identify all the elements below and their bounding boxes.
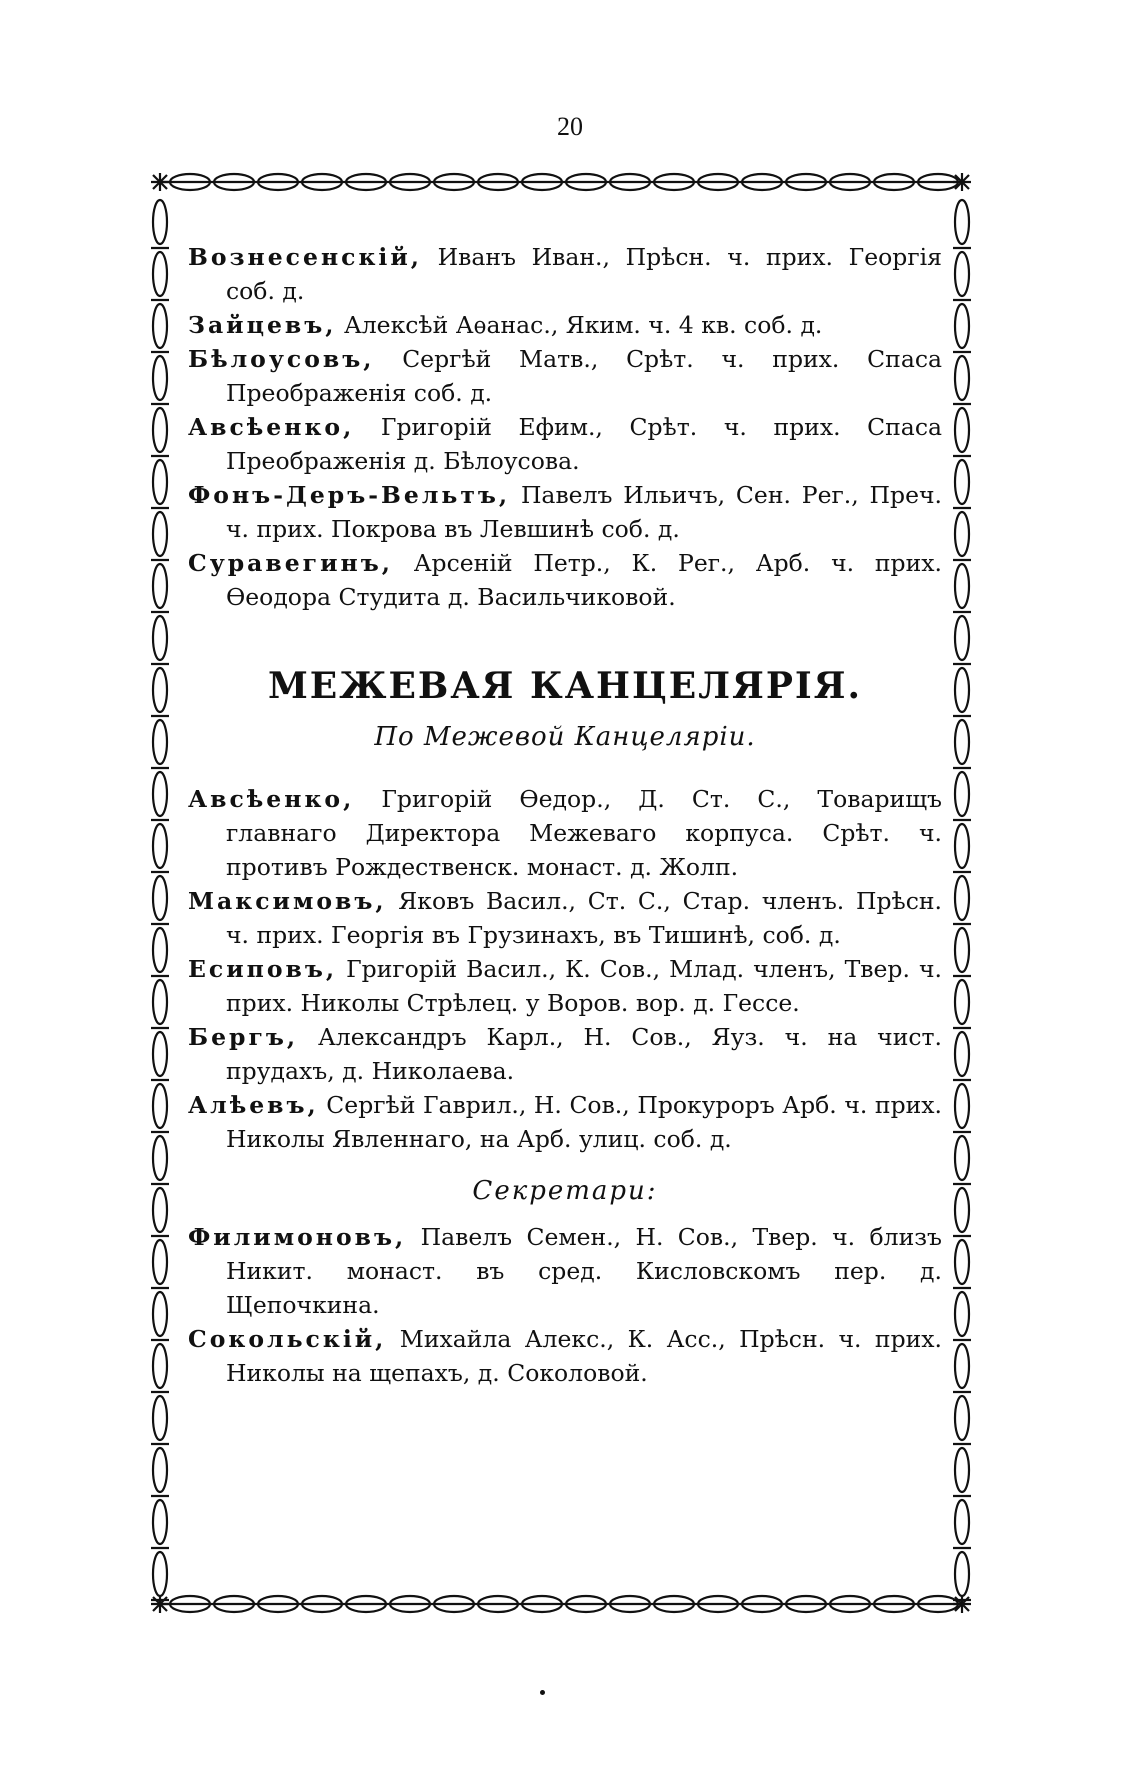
directory-entry (188, 952, 942, 1020)
entry-surname: Сокольскій, (188, 1325, 387, 1353)
entry-surname: Есиповъ, (188, 955, 338, 983)
page-number: 20 (557, 112, 583, 141)
directory-entry (188, 342, 942, 410)
directory-entry (188, 546, 942, 614)
entry-details: Михайла Алекс., К. Асс., Прѣсн. ч. прих. Николы на щепахъ, д. Соколовой. (226, 1325, 942, 1387)
secretaries-heading: Секретари: (472, 1176, 658, 1206)
entry-surname: Суравегинъ, (188, 549, 393, 577)
entry-surname: Зайцевъ, (188, 311, 337, 339)
entry-details: Павелъ Ильичъ, Сен. Рег., Преч. ч. прих. Покрова въ Левшинѣ соб. д. (226, 481, 942, 543)
directory-entry (188, 240, 942, 308)
entry-details: Яковъ Васил., Ст. С., Стар. членъ. Прѣсн. ч. прих. Георгія въ Грузинахъ, въ Тишинѣ, соб. д. (226, 887, 942, 949)
entry-surname: Вознесенскій, (188, 243, 422, 271)
section-subheading: По Межевой Канцеляріи. (374, 722, 756, 752)
entry-details: Алексѣй Аѳанас., Яким. ч. 4 кв. соб. д. (336, 311, 823, 339)
directory-entry (188, 884, 942, 952)
entries-top (188, 240, 942, 614)
directory-entry (188, 782, 942, 884)
directory-entry (188, 478, 942, 546)
directory-entry (188, 410, 942, 478)
entry-surname: Максимовъ, (188, 887, 387, 915)
directory-entry (188, 308, 942, 342)
entry-details: Арсеній Петр., К. Рег., Арб. ч. прих. Ѳеодора Студита д. Васильчиковой. (226, 549, 942, 611)
directory-entry (188, 1220, 942, 1322)
page-content (188, 240, 942, 1390)
entry-surname: Авсѣенко, (188, 785, 355, 813)
entry-surname: Алѣевъ, (188, 1091, 319, 1119)
section-heading: МЕЖЕВАЯ КАНЦЕЛЯРІЯ. (267, 665, 863, 707)
entry-details: Сергѣй Матв., Срѣт. ч. прих. Спаса Преображенія соб. д. (226, 345, 942, 407)
entry-details: Григорій Ефим., Срѣт. ч. прих. Спаса Преображенія д. Бѣлоусова. (226, 413, 942, 475)
entry-surname: Фонъ-Деръ-Вельтъ, (188, 481, 511, 509)
entry-details: Григорій Васил., К. Сов., Млад. членъ, Твер. ч. прих. Николы Стрѣлец. у Воров. вор. д. Гессе. (226, 955, 942, 1017)
entry-details: Павелъ Семен., Н. Сов., Твер. ч. близъ Никит. монаст. въ сред. Кисловскомъ пер. д. Щепочкина. (226, 1223, 942, 1319)
entries-bottom (188, 1220, 942, 1390)
entry-surname: Филимоновъ, (188, 1223, 407, 1251)
entry-surname: Бергъ, (188, 1023, 299, 1051)
entries-middle (188, 782, 942, 1156)
entry-surname: Авсѣенко, (188, 413, 355, 441)
entry-details: Александръ Карл., Н. Сов., Яуз. ч. на чист. прудахъ, д. Николаева. (226, 1023, 942, 1085)
page-dot (540, 1690, 545, 1695)
entry-details: Сергѣй Гаврил., Н. Сов., Прокуроръ Арб. ч. прих. Николы Явленнаго, на Арб. улиц. соб. д. (226, 1091, 942, 1153)
entry-surname: Бѣлоусовъ, (188, 345, 375, 373)
entry-details: Григорій Ѳедор., Д. Ст. С., Товарищъ главнаго Директора Межеваго корпуса. Срѣт. ч. противъ Рождественск. монаст. д. Жолп. (226, 785, 942, 881)
entry-details: Иванъ Иван., Прѣсн. ч. прих. Георгія соб. д. (226, 243, 942, 305)
directory-entry (188, 1088, 942, 1156)
directory-entry (188, 1322, 942, 1390)
directory-entry (188, 1020, 942, 1088)
